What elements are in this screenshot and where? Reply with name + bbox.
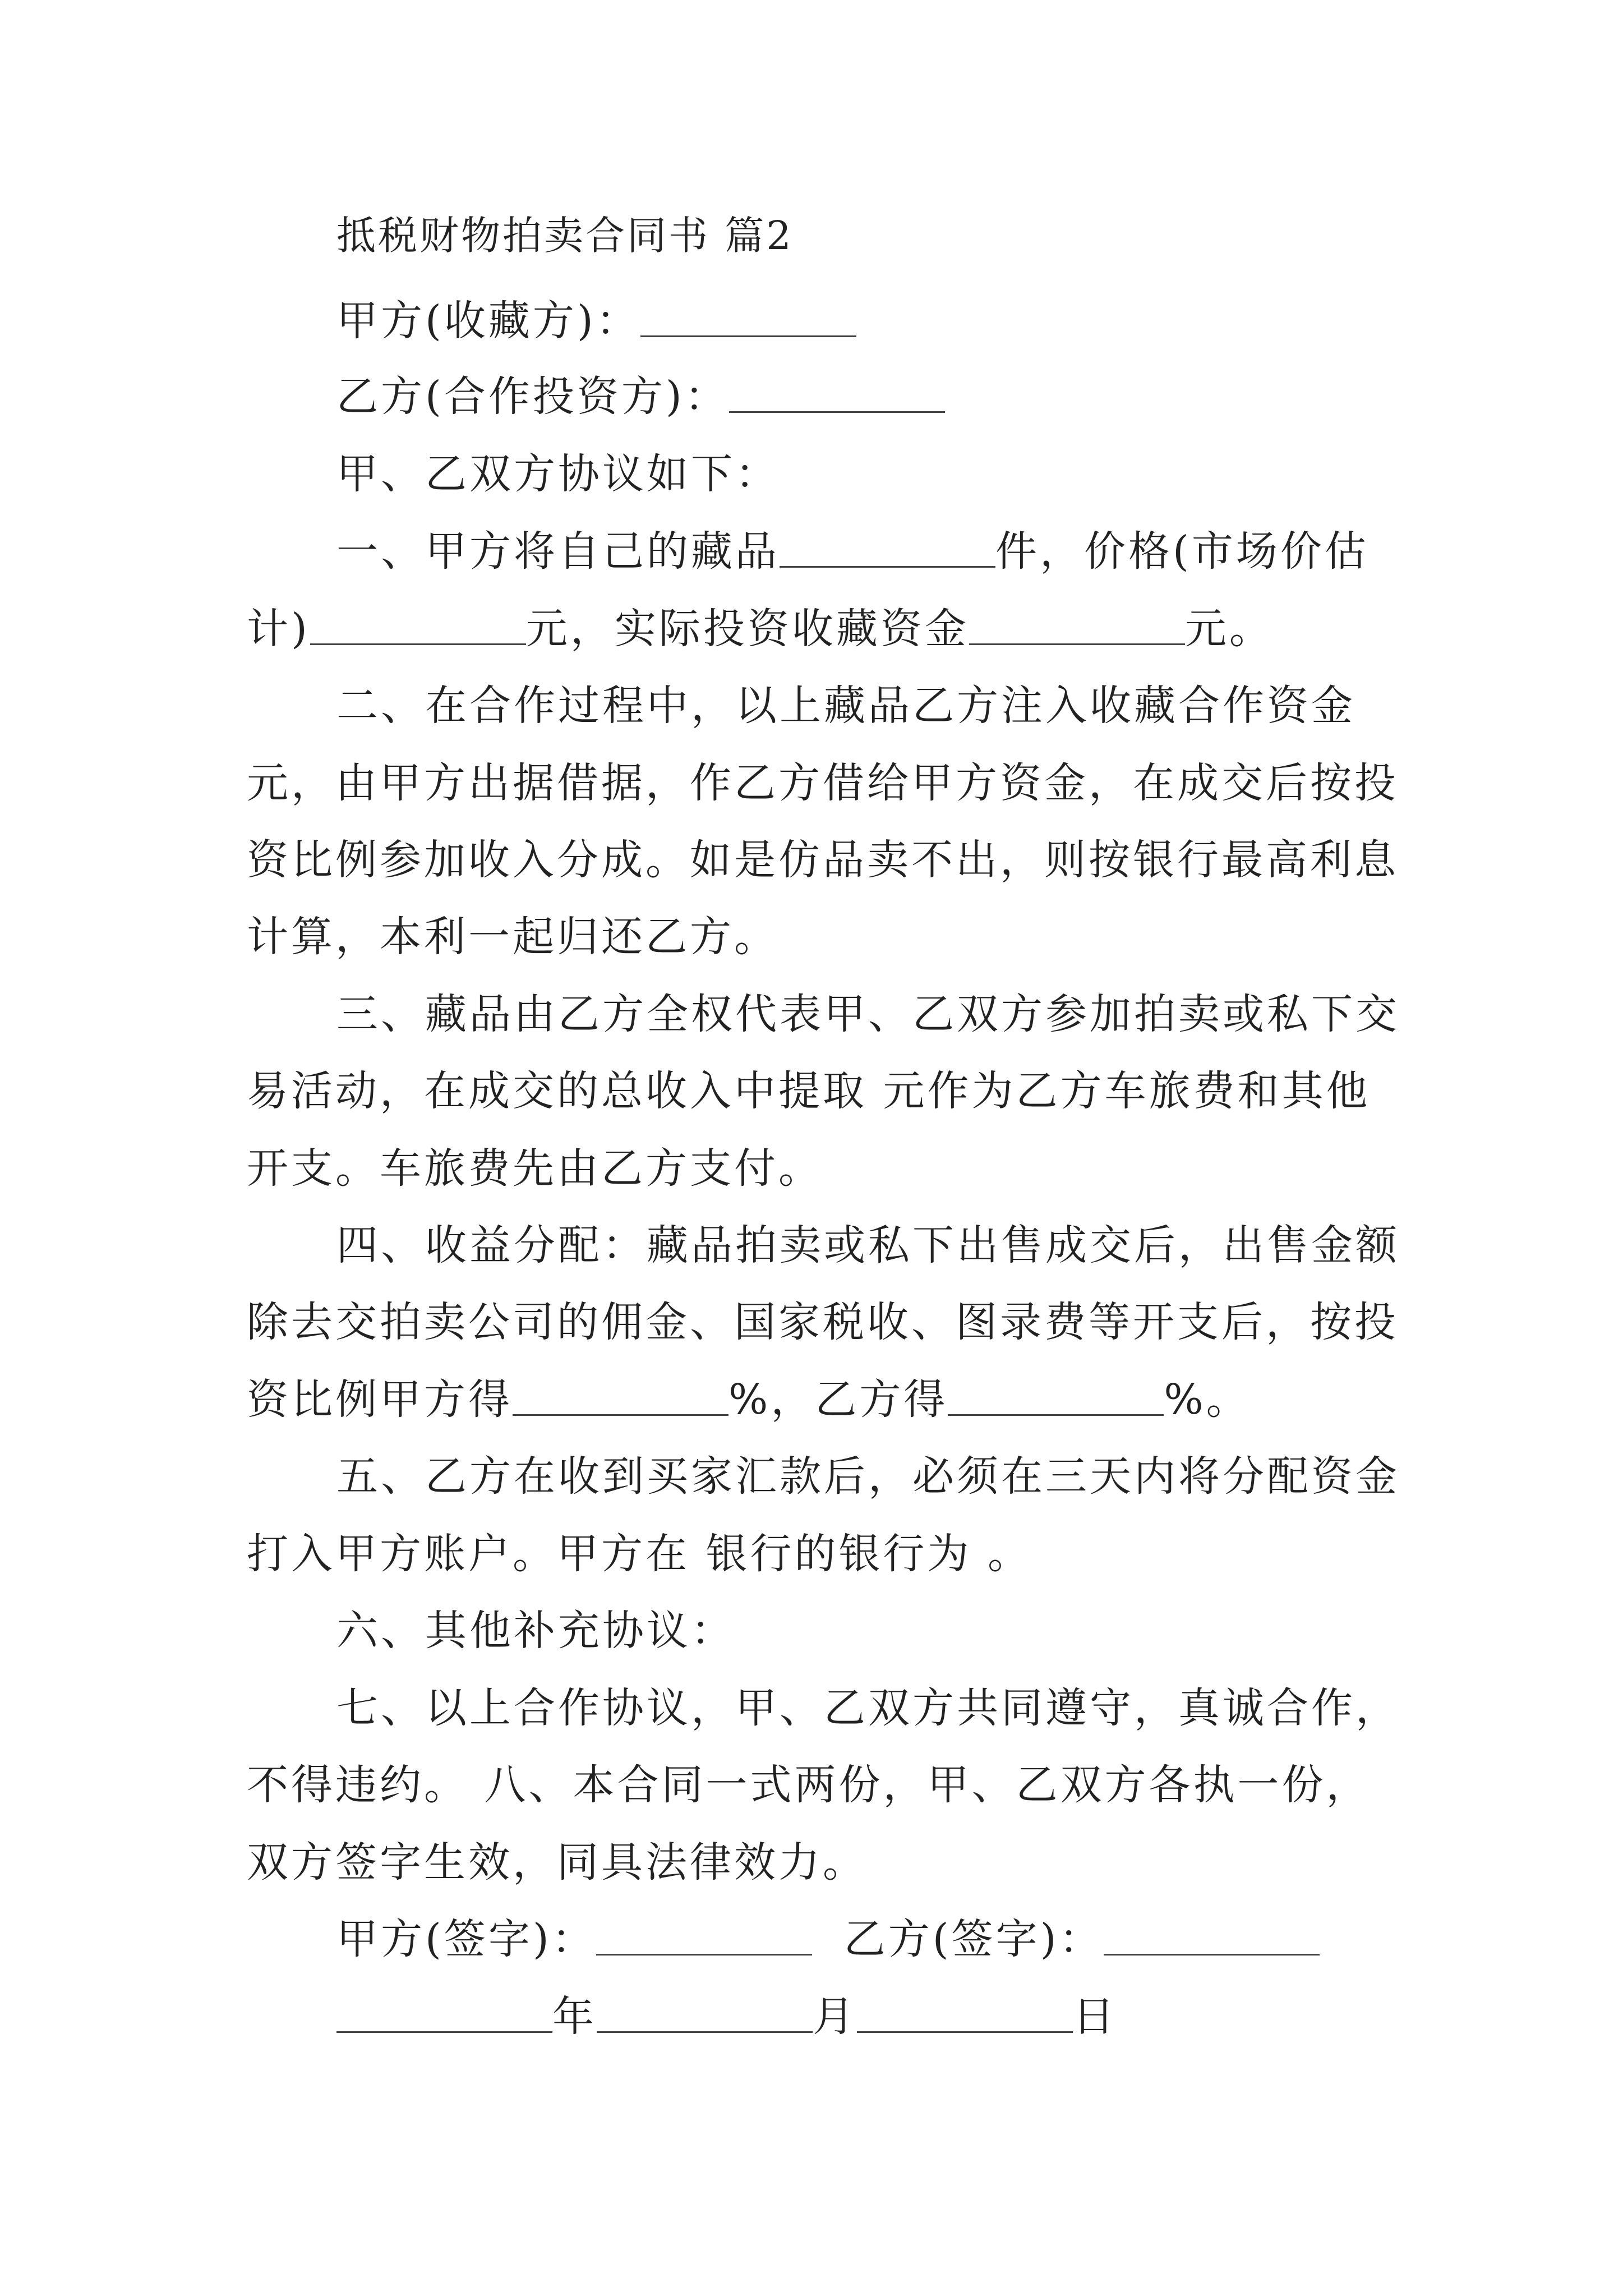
document-title: [336, 208, 794, 264]
clause1-line2: [247, 601, 1274, 657]
clause7-line1: [336, 1680, 1400, 1736]
clause3-text-1: 三、藏品由乙方全权代表甲、乙双方参加拍卖或私下交: [336, 990, 1400, 1038]
clause7-text-1: 七、以上合作协议，甲、乙双方共同遵守，真诚合作，: [336, 1684, 1400, 1732]
signature-line: [336, 1911, 1320, 1967]
clause2-text-4: 计算，本利一起归还乙方。: [247, 913, 778, 961]
clause7-line3: [247, 1834, 867, 1890]
clause2-line4: [247, 909, 778, 965]
clause3-text-2: 易活动，在成交的总收入中提取 元作为乙方车旅费和其他: [247, 1067, 1371, 1115]
collection-count-blank: [780, 532, 995, 568]
clause7-text-2: 不得违约。 八、本合同一式两份，甲、乙双方各执一份，: [247, 1761, 1371, 1809]
party-a-share-blank: [513, 1381, 728, 1416]
clause1-text-d: 元，实际投资收藏资金: [525, 605, 969, 653]
party-a-signature-blank: [596, 1920, 812, 1955]
month-blank: [597, 1998, 813, 2033]
clause2-text-2: 元，由甲方出据借据，作乙方借给甲方资金，在成交后按投: [247, 759, 1399, 807]
market-price-blank: [310, 610, 526, 645]
clause1-text-c: 计): [247, 605, 310, 653]
clause5-text-1: 五、乙方在收到买家汇款后，必须在三天内将分配资金: [336, 1452, 1400, 1501]
clause2-line2: [247, 755, 1399, 811]
clause4-text-3a: 资比例甲方得: [247, 1375, 513, 1424]
clause3-line1: [336, 986, 1400, 1042]
party-b-blank: [729, 378, 945, 413]
clause1-text-e: 元。: [1184, 605, 1274, 653]
party-b-line: [336, 369, 945, 425]
clause4-line2: [247, 1294, 1399, 1350]
clause7-text-3: 双方签字生效，同具法律效力。: [247, 1838, 867, 1887]
party-b-signature-label: 乙方(签字)：: [843, 1915, 1104, 1963]
clause3-line2: [247, 1063, 1371, 1119]
clause3-text-3: 开支。车旅费先由乙方支付。: [247, 1144, 823, 1193]
clause2-line3: [247, 832, 1399, 888]
month-label: 月: [813, 1993, 857, 2041]
clause4-text-1: 四、收益分配：藏品拍卖或私下出售成交后，出售金额: [336, 1221, 1400, 1269]
date-line: [336, 1989, 1117, 2045]
clause3-line3: [247, 1140, 823, 1197]
clause6-line: [336, 1603, 735, 1659]
clause2-line1: [336, 678, 1355, 734]
clause7-line2: [247, 1757, 1371, 1813]
clause1-text-b: 件，价格(市场价估: [995, 527, 1369, 576]
year-label: 年: [552, 1993, 597, 2041]
clause1-line1: [336, 523, 1369, 579]
party-b-signature-blank: [1104, 1920, 1320, 1955]
clause2-text-1: 二、在合作过程中，以上藏品乙方注入收藏合作资金: [336, 682, 1355, 730]
clause4-text-3c: %。: [1164, 1375, 1251, 1424]
investment-amount-blank: [969, 610, 1185, 645]
day-blank: [857, 1998, 1073, 2033]
clause4-text-2: 除去交拍卖公司的佣金、国家税收、图录费等开支后，按投: [247, 1298, 1399, 1346]
clause4-line3: [247, 1372, 1251, 1428]
clause5-text-2: 打入甲方账户。甲方在 银行的银行为 。: [247, 1530, 1032, 1578]
party-a-blank: [640, 302, 856, 337]
clause5-line2: [247, 1526, 1032, 1582]
clause6-text: 六、其他补充协议：: [336, 1607, 735, 1655]
day-label: 日: [1073, 1993, 1117, 2041]
intro-line: [336, 446, 780, 502]
document-title-text: 抵税财物拍卖合同书 篇2: [336, 213, 794, 259]
party-b-label: 乙方(合作投资方)：: [336, 372, 729, 421]
year-blank: [336, 1998, 552, 2033]
party-a-line: [336, 293, 856, 349]
clause4-text-3b: %，乙方得: [728, 1375, 948, 1424]
party-a-label: 甲方(收藏方)：: [336, 297, 640, 345]
clause4-line1: [336, 1217, 1400, 1273]
party-b-share-blank: [948, 1381, 1164, 1416]
party-a-signature-label: 甲方(签字)：: [336, 1915, 596, 1963]
clause1-text-a: 一、甲方将自己的藏品: [336, 527, 780, 576]
clause2-text-3: 资比例参加收入分成。如是仿品卖不出，则按银行最高利息: [247, 836, 1399, 884]
intro-text: 甲、乙双方协议如下：: [336, 450, 780, 498]
clause5-line1: [336, 1448, 1400, 1504]
